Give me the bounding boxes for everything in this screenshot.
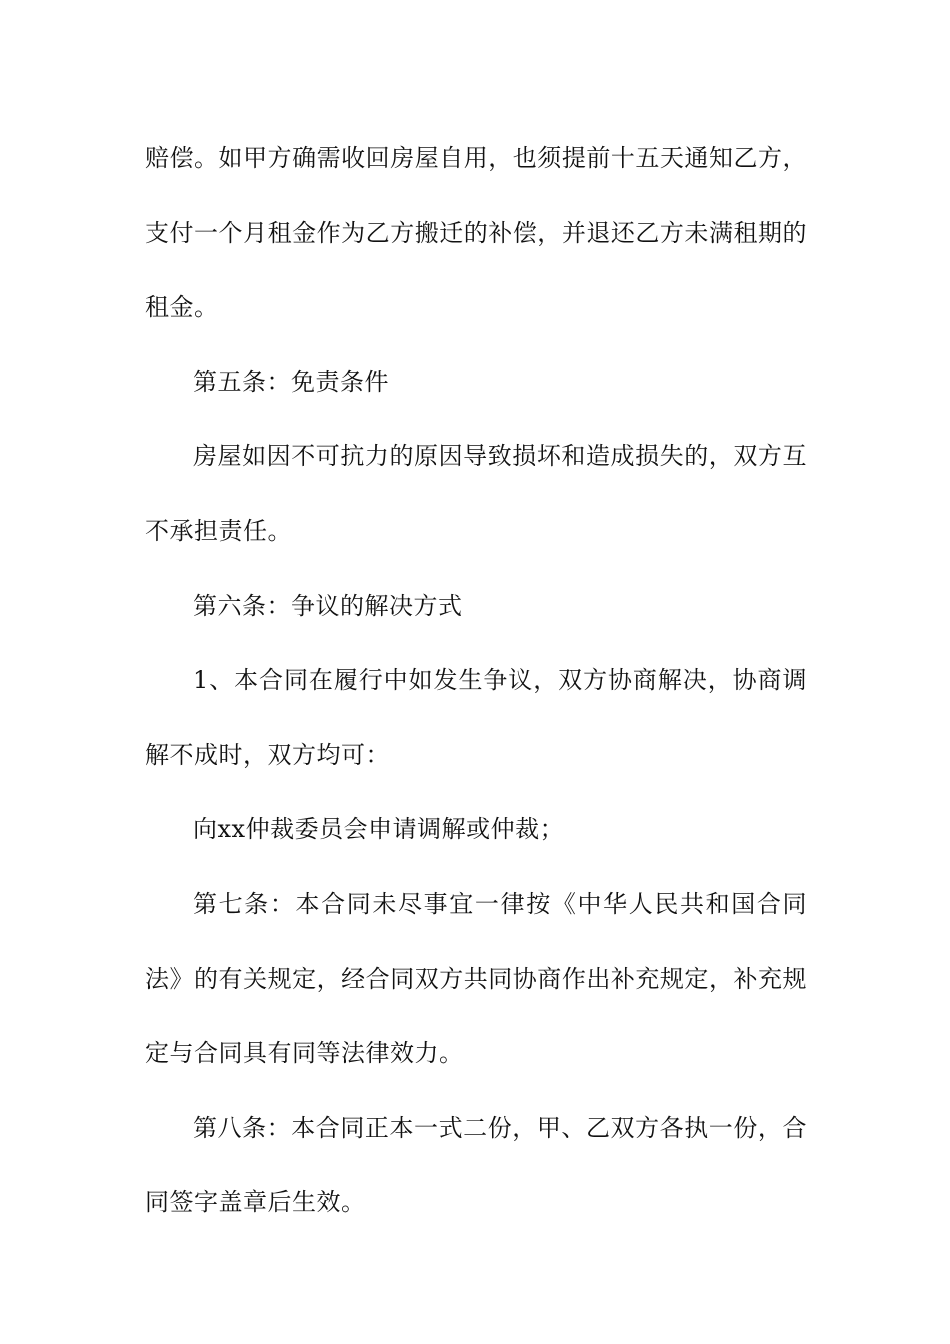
paragraph-dispute-negotiation: 1、本合同在履行中如发生争议，双方协商解决，协商调解不成时，双方均可： (145, 666, 807, 769)
paragraph-compensation-continued: 赔偿。如甲方确需收回房屋自用，也须提前十五天通知乙方，支付一个月租金作为乙方搬迁的补偿，并退还乙方未满租期的租金。 (145, 144, 807, 322)
paragraph-force-majeure: 房屋如因不可抗力的原因导致损坏和造成损失的，双方互不承担责任。 (145, 442, 807, 545)
document-body (145, 121, 807, 1240)
paragraph-arbitration: 向xx仲裁委员会申请调解或仲裁； (193, 815, 565, 844)
paragraph-article-7: 第七条：本合同未尽事宜一律按《中华人民共和国合同法》的有关规定，经合同双方共同协商作出补充规定，补充规定与合同具有同等法律效力。 (145, 889, 807, 1068)
heading-article-6: 第六条：争议的解决方式 (193, 591, 463, 620)
paragraph-article-8: 第八条：本合同正本一式二份，甲、乙双方各执一份，合同签字盖章后生效。 (145, 1113, 807, 1217)
heading-article-5: 第五条：免责条件 (193, 367, 389, 396)
